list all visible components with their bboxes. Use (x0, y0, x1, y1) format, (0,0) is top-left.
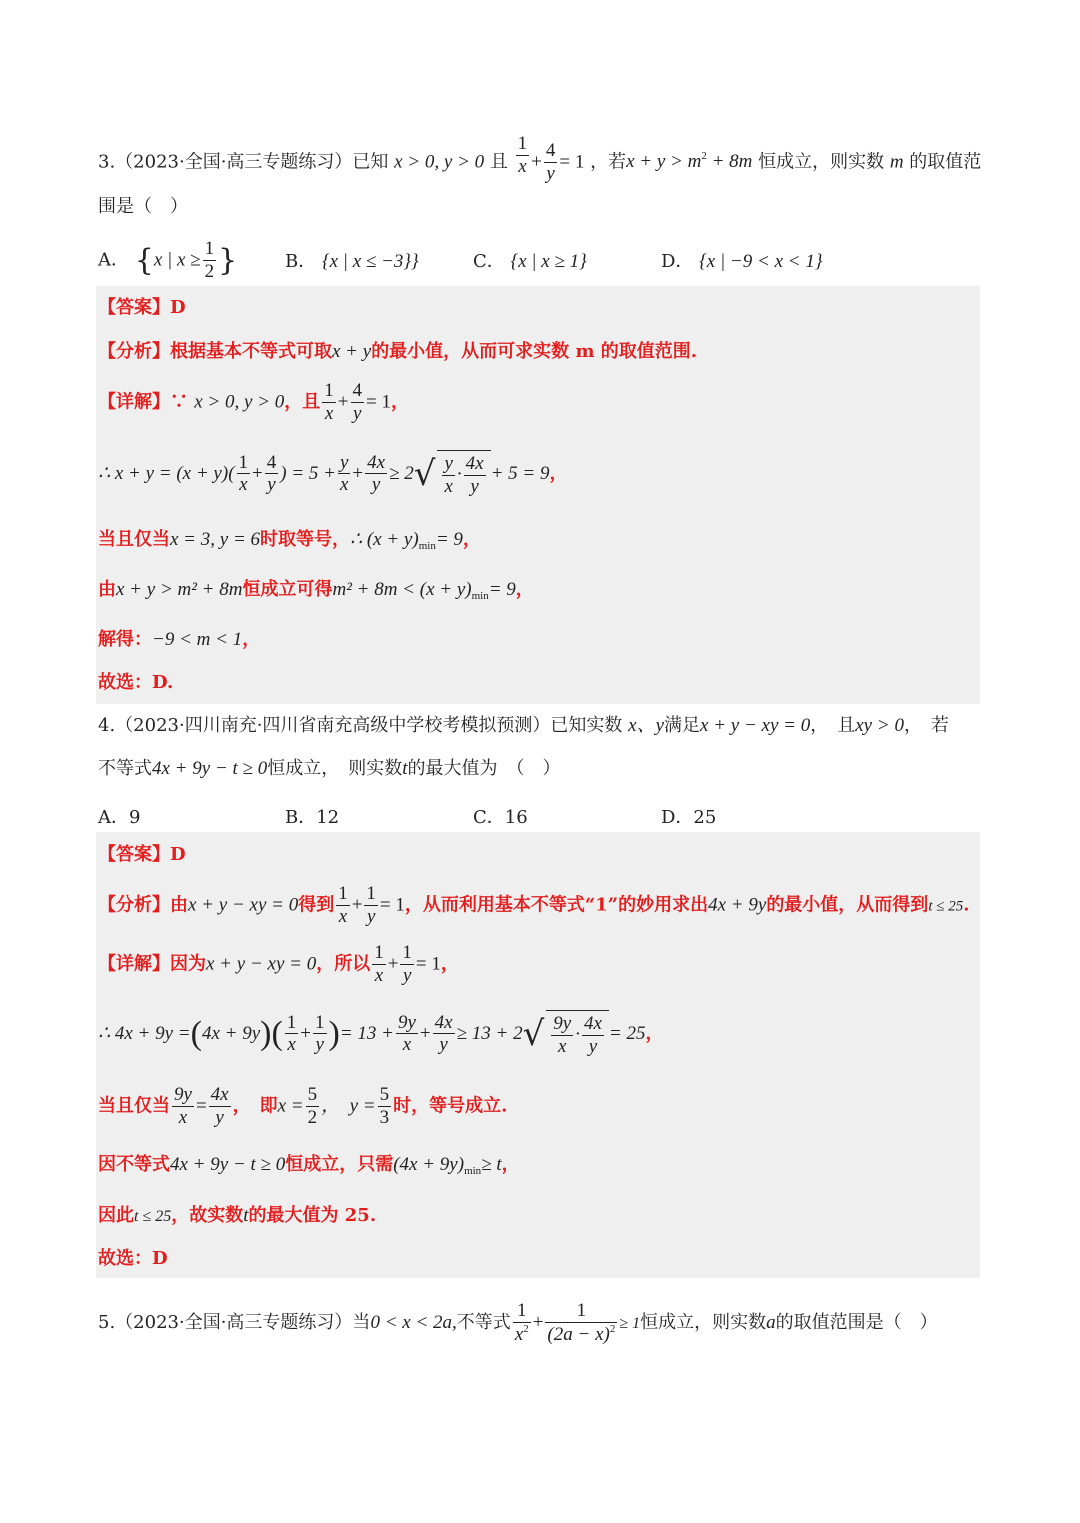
q3-analysis: 【分析】根据基本不等式可取x + y的最小值，从而可求实数 m 的取值范围. (98, 341, 698, 362)
q4-answer: 【答案】D (98, 844, 186, 865)
q3-detail: 【详解】∵ x > 0, y > 0，且 $\frac{1}{x}$ + $\frac{4}{y}$ = 1， (98, 380, 409, 424)
q3-option-b[interactable]: B． {x | x ≤ −3}} (285, 251, 419, 272)
q4-option-d[interactable]: D．25 (661, 807, 717, 828)
q3-and: 且 (489, 151, 508, 173)
q3-frac1: $\frac{1}{x}$ (517, 133, 528, 177)
q3-choose: 故选：D. (98, 672, 174, 693)
q3-option-d[interactable]: D． {x | −9 < x < 1} (661, 251, 823, 272)
q4-detail: 【详解】因为x + y − xy = 0，所以 $\frac{1}{x}$ + $\frac{1}{y}$ = 1， (98, 942, 459, 986)
q3-solve: 解得：−9 < m < 1， (98, 629, 261, 650)
q3-equality: 当且仅当x = 3, y = 6时取等号，∴ $(x + y)_{min}= 9$， (98, 529, 481, 552)
q4-equality: 当且仅当 $\frac{9y}{x}$ = $\frac{4x}{y}$ ， 即x = $\frac{5}{2}$ ， y = $\frac{5}{3}$ 时，等号成立. (98, 1084, 508, 1128)
q3-answer: 【答案】D (98, 297, 186, 318)
q4-stem-line1: 4.（2023·四川南充·四川省南充高级中学校考模拟预测）已知实数 x、y满足x + y − xy = 0， 且xy > 0， 若 (98, 715, 949, 736)
q3-prefix: 3.（2023·全国·高三专题练习）已知 (98, 151, 389, 173)
q4-analysis: 【分析】由x + y − xy = 0得到 $\frac{1}{x}$ + $\frac{1}{y}$ = 1，从而利用基本不等式“1”的妙用求出4x + 9y的最小值，从而得到t ≤ 25. (98, 883, 970, 927)
q3-option-a[interactable]: A． {x | x ≥ $\frac{1}{2}$ } (98, 238, 238, 282)
q4-option-c[interactable]: C．16 (473, 807, 528, 828)
q3-option-c[interactable]: C． {x | x ≥ 1} (473, 251, 587, 272)
q3-stem-line1: 3.（2023·全国·高三专题练习）已知 x > 0, y > 0 且 $\frac{1}{x}$ + $\frac{4}{y}$ = 1 ，若$x + y > m^2 + 8m$ 恒成立，则实数 m 的取值范 (98, 133, 982, 184)
q3-chain: ∴ x + y = (x + y)( $\frac{1}{x}$ + $\frac{4}{y}$ ) = 5 + $\frac{y}{x}$ + $\frac{4x}{y}$ ≥ 2√ $\frac{y}{x}$ · $\frac{4x}{y}$ + 5 = 9， (98, 451, 568, 497)
q4-option-a[interactable]: A．9 (98, 807, 141, 828)
q5-stem: 5.（2023·全国·高三专题练习）当0 < x < 2a,不等式 $\frac{1}{x^2}$ + $\frac{1}{(2a - x)^2}$ ≥ 1恒成立，则实数a的取值范围是（ ） (98, 1300, 938, 1345)
q3-frac2: $\frac{4}{y}$ (545, 140, 556, 184)
q4-hence: 因此t ≤ 25，故实数t的最大值为 25. (98, 1205, 377, 1226)
q3-ineq: $x + y > m^2 + 8m$ (626, 150, 753, 173)
q4-choose: 故选：D (98, 1248, 168, 1269)
q3-cond1: x > 0, y > 0 (394, 151, 485, 173)
q4-option-b[interactable]: B．12 (285, 807, 340, 828)
q3-from: 由x + y > m² + 8m恒成立可得$m^2 + 8m < (x + y)_{min}= 9$， (98, 579, 534, 602)
q3-stem-line2: 围是（ ） (98, 196, 188, 217)
q4-chain: ∴ 4x + 9y =(4x + 9y)( $\frac{1}{x}$ + $\frac{1}{y}$ )= 13 + $\frac{9y}{x}$ + $\frac{4x}{y}$ ≥ 13 + 2√ $\frac{9y}{x}$ · $\frac{4x}{y}$ = 25， (98, 1011, 664, 1057)
q4-stem-line2: 不等式4x + 9y − t ≥ 0恒成立， 则实数t的最大值为 （ ） (98, 758, 561, 779)
q4-because: 因不等式4x + 9y − t ≥ 0恒成立，只需$(4x + 9y)_{min}\ge t$， (98, 1154, 520, 1177)
